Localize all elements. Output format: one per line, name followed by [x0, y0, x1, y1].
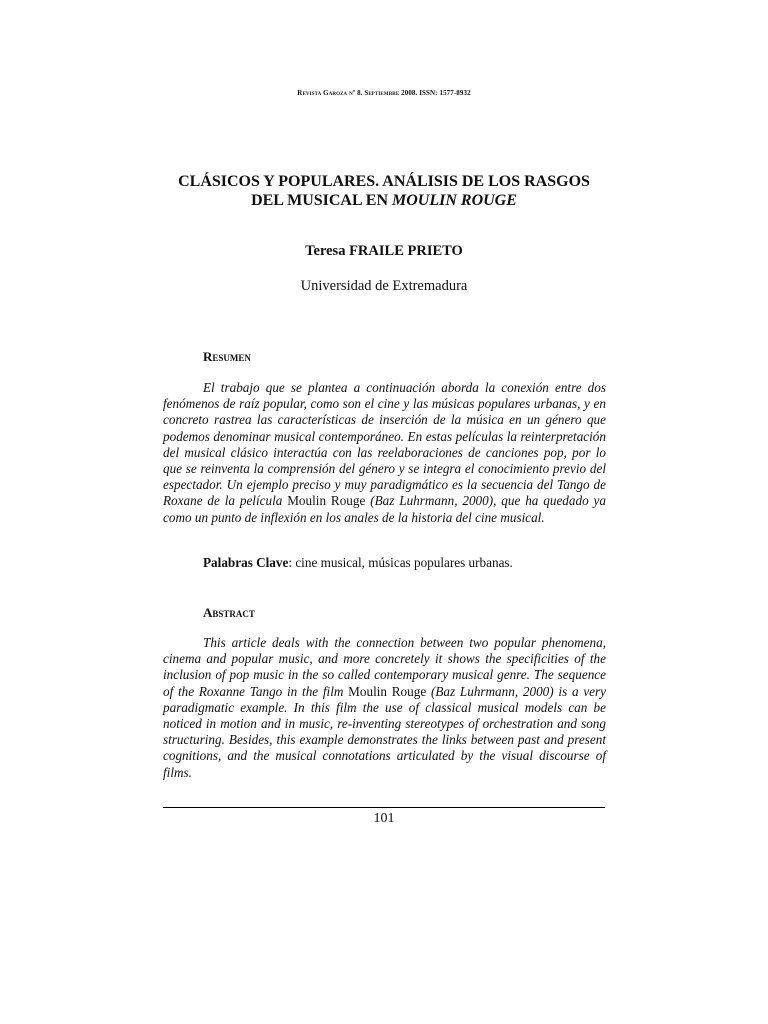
resumen-text-part-1: El trabajo que se plantea a continuación aborda la conexión entre dos fenómenos de raíz popular, como son el cine y las músicas populares urbanas, y en concreto rastrea las características de inserción de la música en un género que podemos denominar musical contemporáneo. En estas películas la reinterpretación del musical clásico interactúa con las reelaboraciones de canciones pop, por lo que se reinventa la comprensión del género y se integra el conocimiento previo del espectador. Un ejemplo preciso y muy paradigmático es la secuencia del Tango de Roxane de la película	[163, 380, 606, 509]
author-affiliation: Universidad de Extremadura	[300, 278, 468, 294]
resumen-film-title: Moulin Rouge	[287, 493, 366, 509]
page-number: 101	[373, 811, 395, 826]
resumen-paragraph	[163, 380, 606, 526]
abstract-paragraph	[163, 635, 606, 781]
title-film-name: MOULIN ROUGE	[392, 192, 517, 209]
title-line-2	[120, 191, 648, 210]
author-name: Teresa FRAILE PRIETO	[305, 243, 463, 259]
abstract-text-part-2: (Baz Luhrmann, 2000) is a very paradigmatic example. In this film the use of classical musical models can be noticed in motion and in music, re-inventing stereotypes of orchestration and song structuring. Besides, this example demonstrates the links between past and present cognitions, and the musical connotations articulated by the visual discourse of films.	[163, 683, 607, 780]
article-title	[120, 172, 648, 210]
keywords-line	[203, 555, 606, 571]
running-header: Revista Garoza nº 8. Septiembre 2008. ISSN: 1577-8932	[297, 89, 471, 97]
title-line-2-prefix: DEL MUSICAL EN	[251, 192, 392, 209]
footer-divider	[163, 807, 605, 808]
resumen-text-part-2: (Baz Luhrmann, 2000), que ha quedado ya como un punto de inflexión en los anales de la historia del cine musical.	[163, 493, 606, 525]
title-line-1: CLÁSICOS Y POPULARES. ANÁLISIS DE LOS RASGOS	[178, 173, 590, 190]
abstract-heading: Abstract	[203, 605, 255, 620]
keywords-label: Palabras Clave	[203, 555, 289, 570]
abstract-text-part-1: This article deals with the connection between two popular phenomena, cinema and popular music, and more concretely it shows the specificities of the inclusion of pop music in the so called contemporary musical genre. The sequence of the Roxanne Tango in the film	[163, 635, 606, 699]
keywords-values: cine musical, músicas populares urbanas.	[295, 555, 513, 570]
keywords-separator: :	[288, 555, 296, 570]
abstract-film-title: Moulin Rouge	[348, 683, 427, 699]
resumen-heading: Resumen	[203, 349, 251, 364]
